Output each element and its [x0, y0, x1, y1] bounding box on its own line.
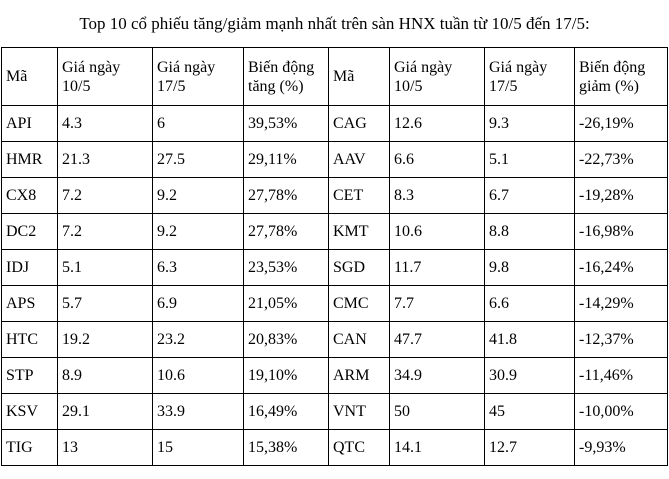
- table-row: [2, 214, 668, 250]
- loser-code-cell: SGD: [329, 250, 390, 286]
- loser-change-cell: -14,29%: [575, 286, 668, 322]
- loser-code-cell: CAN: [329, 322, 390, 358]
- gainer-change-cell: 23,53%: [244, 250, 329, 286]
- gainer-change-cell: 19,10%: [244, 358, 329, 394]
- loser-code-cell: CMC: [329, 286, 390, 322]
- loser-price-start-cell: 34.9: [390, 358, 485, 394]
- gainer-change-cell: 15,38%: [244, 430, 329, 466]
- loser-price-end-cell: 6.6: [485, 286, 575, 322]
- gainer-change-cell: 39,53%: [244, 106, 329, 142]
- gainer-price-end-cell: 23.2: [153, 322, 244, 358]
- loser-price-start-cell: 6.6: [390, 142, 485, 178]
- loser-code-cell: CAG: [329, 106, 390, 142]
- gainer-price-end-cell: 10.6: [153, 358, 244, 394]
- gainer-code-cell: KSV: [2, 394, 58, 430]
- page-title: Top 10 cổ phiếu tăng/giảm mạnh nhất trên sàn HNX tuần từ 10/5 đến 17/5:: [79, 14, 590, 33]
- gainer-change-cell: 20,83%: [244, 322, 329, 358]
- gainer-code-cell: APS: [2, 286, 58, 322]
- header-row: [2, 48, 668, 106]
- gainer-code-cell: IDJ: [2, 250, 58, 286]
- gainer-code-cell: API: [2, 106, 58, 142]
- table-row: [2, 178, 668, 214]
- gainer-price-start-cell: 13: [58, 430, 153, 466]
- loser-price-end-cell: 5.1: [485, 142, 575, 178]
- gainer-price-end-cell: 6.3: [153, 250, 244, 286]
- gainer-change-cell: 27,78%: [244, 214, 329, 250]
- header-loser-change: Biến động giảm (%): [575, 48, 668, 106]
- table-row: [2, 430, 668, 466]
- header-loser-price-end: Giá ngày 17/5: [485, 48, 575, 106]
- gainer-code-cell: STP: [2, 358, 58, 394]
- loser-price-start-cell: 14.1: [390, 430, 485, 466]
- gainer-change-cell: 21,05%: [244, 286, 329, 322]
- gainer-price-end-cell: 9.2: [153, 178, 244, 214]
- loser-price-start-cell: 10.6: [390, 214, 485, 250]
- table-row: [2, 106, 668, 142]
- loser-change-cell: -9,93%: [575, 430, 668, 466]
- loser-change-cell: -10,00%: [575, 394, 668, 430]
- loser-price-end-cell: 41.8: [485, 322, 575, 358]
- loser-price-end-cell: 9.8: [485, 250, 575, 286]
- loser-price-end-cell: 12.7: [485, 430, 575, 466]
- loser-code-cell: CET: [329, 178, 390, 214]
- gainer-price-start-cell: 19.2: [58, 322, 153, 358]
- loser-code-cell: VNT: [329, 394, 390, 430]
- gainer-price-end-cell: 6: [153, 106, 244, 142]
- gainer-code-cell: HMR: [2, 142, 58, 178]
- table-row: [2, 322, 668, 358]
- loser-price-end-cell: 6.7: [485, 178, 575, 214]
- gainer-change-cell: 27,78%: [244, 178, 329, 214]
- loser-change-cell: -19,28%: [575, 178, 668, 214]
- loser-change-cell: -16,98%: [575, 214, 668, 250]
- gainer-price-start-cell: 5.7: [58, 286, 153, 322]
- header-loser-code: Mã: [329, 48, 390, 106]
- gainer-price-start-cell: 8.9: [58, 358, 153, 394]
- gainer-price-end-cell: 9.2: [153, 214, 244, 250]
- gainer-price-start-cell: 4.3: [58, 106, 153, 142]
- table-row: [2, 286, 668, 322]
- loser-code-cell: QTC: [329, 430, 390, 466]
- loser-price-end-cell: 45: [485, 394, 575, 430]
- table-row: [2, 250, 668, 286]
- gainer-code-cell: TIG: [2, 430, 58, 466]
- gainer-price-start-cell: 5.1: [58, 250, 153, 286]
- loser-price-start-cell: 7.7: [390, 286, 485, 322]
- header-gainer-code: Mã: [2, 48, 58, 106]
- loser-price-start-cell: 8.3: [390, 178, 485, 214]
- loser-code-cell: ARM: [329, 358, 390, 394]
- loser-change-cell: -12,37%: [575, 322, 668, 358]
- header-gainer-change: Biến động tăng (%): [244, 48, 329, 106]
- gainer-price-start-cell: 21.3: [58, 142, 153, 178]
- loser-code-cell: AAV: [329, 142, 390, 178]
- loser-price-start-cell: 50: [390, 394, 485, 430]
- loser-price-start-cell: 47.7: [390, 322, 485, 358]
- loser-price-end-cell: 8.8: [485, 214, 575, 250]
- loser-change-cell: -26,19%: [575, 106, 668, 142]
- gainer-price-start-cell: 7.2: [58, 214, 153, 250]
- loser-price-start-cell: 12.6: [390, 106, 485, 142]
- gainer-price-end-cell: 15: [153, 430, 244, 466]
- gainer-change-cell: 16,49%: [244, 394, 329, 430]
- header-gainer-price-end: Giá ngày 17/5: [153, 48, 244, 106]
- loser-price-start-cell: 11.7: [390, 250, 485, 286]
- gainer-code-cell: HTC: [2, 322, 58, 358]
- header-loser-price-start: Giá ngày 10/5: [390, 48, 485, 106]
- loser-change-cell: -22,73%: [575, 142, 668, 178]
- table-row: [2, 142, 668, 178]
- loser-price-end-cell: 9.3: [485, 106, 575, 142]
- table-row: [2, 358, 668, 394]
- loser-change-cell: -16,24%: [575, 250, 668, 286]
- gainer-change-cell: 29,11%: [244, 142, 329, 178]
- gainer-price-end-cell: 27.5: [153, 142, 244, 178]
- gainer-price-end-cell: 6.9: [153, 286, 244, 322]
- gainer-code-cell: CX8: [2, 178, 58, 214]
- loser-price-end-cell: 30.9: [485, 358, 575, 394]
- header-gainer-price-start: Giá ngày 10/5: [58, 48, 153, 106]
- loser-code-cell: KMT: [329, 214, 390, 250]
- stock-table: [1, 47, 668, 466]
- loser-change-cell: -11,46%: [575, 358, 668, 394]
- gainer-code-cell: DC2: [2, 214, 58, 250]
- gainer-price-start-cell: 7.2: [58, 178, 153, 214]
- gainer-price-end-cell: 33.9: [153, 394, 244, 430]
- table-row: [2, 394, 668, 430]
- gainer-price-start-cell: 29.1: [58, 394, 153, 430]
